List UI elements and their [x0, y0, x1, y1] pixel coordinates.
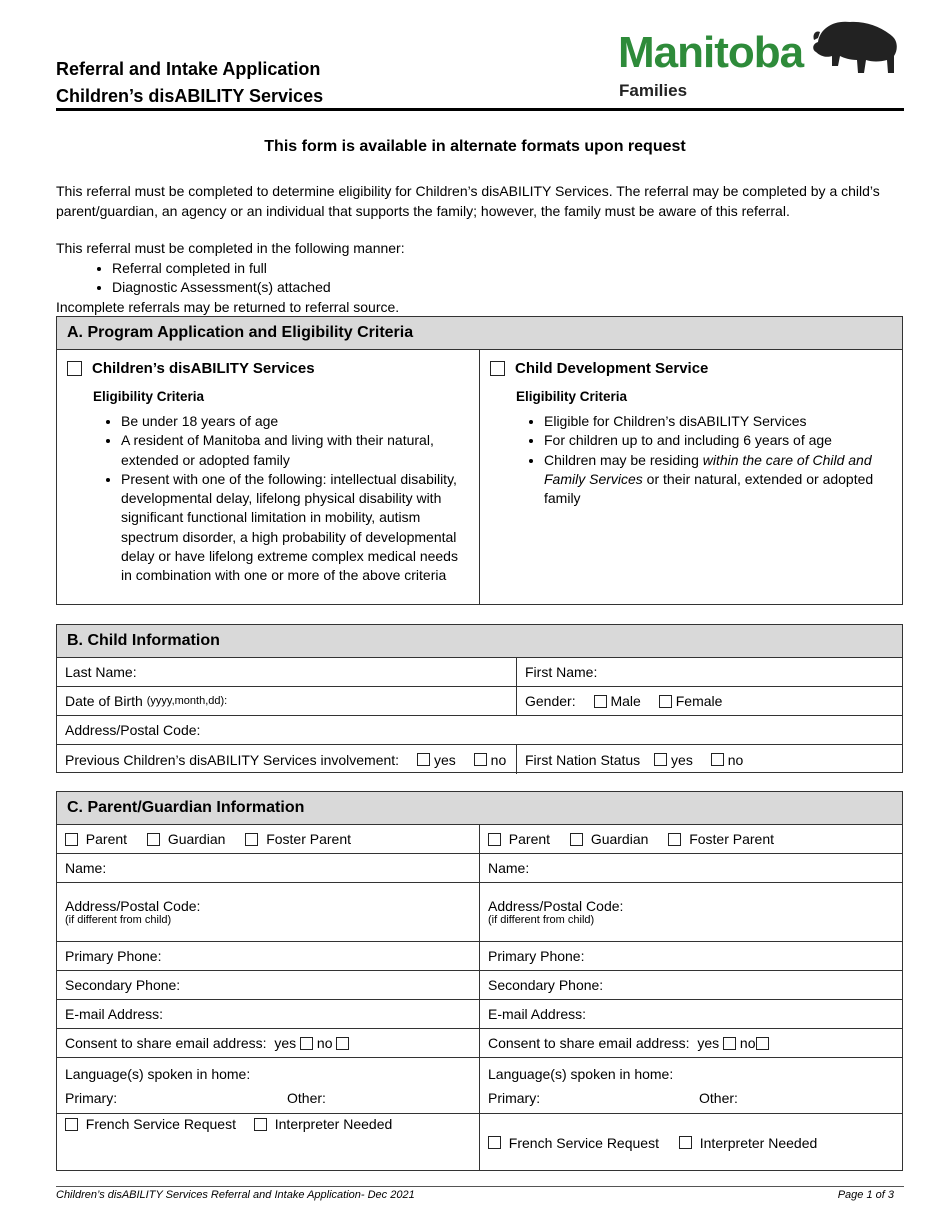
date-of-birth-field[interactable]	[57, 687, 517, 715]
first-name-field[interactable]	[517, 658, 902, 686]
field-label: Consent to share email address:	[488, 1035, 690, 1051]
consent-yes-checkbox[interactable]	[300, 1037, 313, 1050]
primary-phone-field-left[interactable]	[57, 942, 480, 970]
guardian-type-right	[480, 825, 902, 853]
form-title	[56, 56, 323, 110]
checkbox-label: Interpreter Needed	[274, 1116, 393, 1132]
checkbox-label: yes	[671, 751, 693, 768]
service-label: Children’s disABILITY Services	[92, 360, 315, 377]
field-label: Last Name:	[65, 664, 137, 680]
footer-form-id: Children’s disABILITY Services Referral and Intake Application- Dec 2021	[56, 1189, 415, 1201]
eligibility-label: Eligibility Criteria	[93, 389, 205, 404]
list-item: • For children up to and including 6 years of age	[544, 431, 894, 450]
checkbox-label: no	[490, 751, 507, 768]
email-consent-right	[480, 1029, 902, 1057]
manner-tail: Incomplete referrals may be returned to referral source.	[56, 298, 400, 315]
field-label: E-mail Address:	[65, 1006, 164, 1022]
alternate-formats-notice: This form is available in alternate formats upon request	[264, 138, 686, 155]
logo-wordmark: Manitoba	[618, 28, 804, 77]
checkbox-label: yes	[697, 1035, 720, 1051]
list-item: • Referral completed in full	[112, 259, 405, 279]
first-nation-no-checkbox[interactable]	[711, 753, 724, 766]
consent-yes-checkbox[interactable]	[723, 1037, 736, 1050]
first-nation-yes-checkbox[interactable]	[654, 753, 667, 766]
field-label: Secondary Phone:	[65, 977, 181, 993]
checkbox-label: Guardian	[590, 831, 649, 847]
field-label: Address/Postal Code:	[488, 898, 624, 914]
languages-field-left	[57, 1058, 480, 1113]
address-field-left[interactable]	[57, 883, 480, 941]
secondary-phone-field-left[interactable]	[57, 971, 480, 999]
section-a	[56, 316, 903, 605]
section-c-title: C. Parent/Guardian Information	[57, 792, 902, 825]
languages-field-right	[480, 1058, 902, 1113]
criteria-text: or their natural, extended or adopted family	[544, 470, 874, 507]
list-item: • Diagnostic Assessment(s) attached	[112, 278, 405, 298]
field-label: Gender:	[525, 693, 576, 709]
criteria-emphasis: within the care of Child and Family Services	[544, 451, 872, 487]
french-service-checkbox[interactable]	[65, 1118, 78, 1131]
checkbox-label: yes	[433, 751, 456, 768]
guardian-checkbox[interactable]	[147, 833, 160, 846]
service-options-left	[57, 1114, 480, 1171]
field-label: Primary Phone:	[65, 948, 162, 964]
interpreter-checkbox[interactable]	[679, 1136, 692, 1149]
list-item	[544, 451, 894, 509]
other-language-input[interactable]: Other:	[699, 1089, 738, 1106]
checkbox-label: no	[316, 1035, 333, 1051]
intro-paragraph: This referral must be completed to determine eligibility for Children’s disABILITY Services. The referral may be completed by a child’s parent/guardian, an agency or an individual that supports the family; however, the family must be aware of this referral.	[56, 183, 880, 219]
field-note: (if different from child)	[488, 914, 595, 926]
list-item: • Be under 18 years of age	[121, 412, 471, 431]
male-checkbox[interactable]	[594, 695, 607, 708]
manner-list	[56, 259, 405, 298]
name-field-right[interactable]	[480, 854, 902, 882]
secondary-phone-field-right[interactable]	[480, 971, 902, 999]
form-title-line2: Children’s disABILITY Services	[56, 86, 324, 106]
bison-icon	[810, 18, 900, 78]
checkbox-label: no	[727, 751, 744, 768]
field-label: Name:	[65, 860, 107, 876]
section-b	[56, 624, 903, 773]
guardian-checkbox[interactable]	[570, 833, 583, 846]
criteria-text: Children may be residing	[544, 451, 703, 468]
service-label: Child Development Service	[515, 360, 709, 377]
list-item: • Eligible for Children’s disABILITY Services	[544, 412, 894, 431]
checkbox-label: Foster Parent	[266, 831, 352, 847]
child-development-service-checkbox[interactable]	[490, 361, 505, 376]
checkbox-label: Guardian	[167, 831, 226, 847]
first-nation-status-field	[517, 745, 902, 774]
childrens-disability-services-checkbox[interactable]	[67, 361, 82, 376]
manitoba-logo	[618, 18, 900, 108]
female-checkbox[interactable]	[659, 695, 672, 708]
eligibility-label: Eligibility Criteria	[516, 389, 628, 404]
parent-checkbox[interactable]	[65, 833, 78, 846]
field-label: First Name:	[525, 664, 598, 680]
child-address-field[interactable]	[57, 716, 902, 744]
field-label: Address/Postal Code:	[65, 898, 201, 914]
checkbox-label: Interpreter Needed	[699, 1134, 818, 1151]
header-rule	[56, 108, 904, 111]
field-label: Consent to share email address:	[65, 1035, 267, 1051]
service-options-right	[480, 1114, 902, 1171]
logo-department: Families	[619, 81, 688, 100]
field-label: Date of Birth	[65, 693, 143, 709]
section-a-title: A. Program Application and Eligibility Criteria	[57, 317, 902, 350]
field-label: E-mail Address:	[488, 1006, 587, 1022]
field-label: Language(s) spoken in home:	[65, 1065, 251, 1082]
checkbox-label: Male	[610, 693, 641, 709]
field-label: Secondary Phone:	[488, 977, 604, 993]
email-field-left[interactable]	[57, 1000, 480, 1028]
previous-involvement-field	[57, 745, 517, 774]
parent-checkbox[interactable]	[488, 833, 501, 846]
primary-phone-field-right[interactable]	[480, 942, 902, 970]
previous-no-checkbox[interactable]	[474, 753, 487, 766]
foster-parent-checkbox[interactable]	[668, 833, 681, 846]
list-item: • A resident of Manitoba and living with their natural, extended or adopted family	[121, 431, 471, 470]
field-label: Name:	[488, 860, 530, 876]
section-c	[56, 791, 903, 1171]
field-label: Primary Phone:	[488, 948, 585, 964]
checkbox-label: Parent	[508, 831, 551, 847]
field-label: Language(s) spoken in home:	[488, 1065, 674, 1082]
email-consent-left	[57, 1029, 480, 1057]
last-name-field[interactable]	[57, 658, 517, 686]
guardian-type-left	[57, 825, 480, 853]
interpreter-checkbox[interactable]	[254, 1118, 267, 1131]
date-format-hint: (yyyy,month,dd):	[146, 695, 228, 707]
gender-field	[517, 687, 902, 715]
consent-no-checkbox[interactable]	[336, 1037, 349, 1050]
email-field-right[interactable]	[480, 1000, 902, 1028]
checkbox-label: Foster Parent	[689, 831, 775, 847]
checkbox-label: Parent	[85, 831, 128, 847]
checkbox-label: French Service Request	[508, 1134, 659, 1151]
checkbox-label: French Service Request	[85, 1116, 236, 1132]
manner-lead: This referral must be completed in the following manner:	[56, 240, 405, 256]
checkbox-label: no	[739, 1035, 756, 1051]
foster-parent-checkbox[interactable]	[245, 833, 258, 846]
previous-yes-checkbox[interactable]	[417, 753, 430, 766]
field-label: Address/Postal Code:	[65, 722, 201, 738]
completion-manner	[56, 239, 405, 317]
section-a-right	[480, 350, 902, 605]
list-item: • Present with one of the following: intellectual disability, developmental delay, lifelong physical disability with significant functional limitation in mobility, autism spectrum disorder, a high probability of developmental delay or have lifelong extreme complex medical needs in combination with one or more of the above criteria	[121, 470, 471, 586]
other-language-input[interactable]: Other:	[287, 1089, 326, 1106]
primary-language-input[interactable]: Primary:	[488, 1089, 541, 1106]
form-title-line1: Referral and Intake Application	[56, 59, 321, 79]
section-b-title: B. Child Information	[57, 625, 902, 658]
address-field-right[interactable]	[480, 883, 902, 941]
checkbox-label: Female	[675, 693, 723, 709]
field-label: Previous Children’s disABILITY Services involvement:	[65, 751, 400, 768]
page-number: Page 1 of 3	[837, 1189, 894, 1201]
section-a-left	[57, 350, 480, 605]
primary-language-input[interactable]: Primary:	[65, 1089, 118, 1106]
footer-rule	[56, 1186, 904, 1187]
name-field-left[interactable]	[57, 854, 480, 882]
checkbox-label: yes	[274, 1035, 297, 1051]
french-service-checkbox[interactable]	[488, 1136, 501, 1149]
field-label: First Nation Status	[525, 751, 641, 768]
field-note: (if different from child)	[65, 914, 172, 926]
consent-no-checkbox[interactable]	[756, 1037, 769, 1050]
